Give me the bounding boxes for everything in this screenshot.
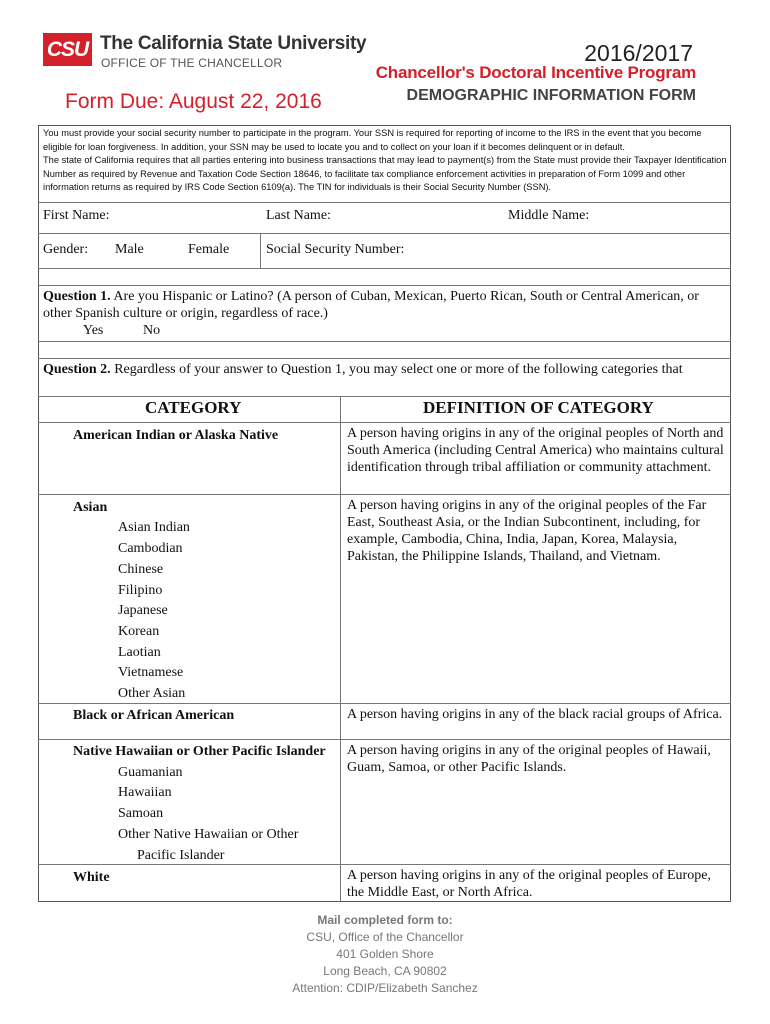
due-date: Form Due: August 22, 2016 [65,90,322,113]
divider [38,422,731,423]
subcategory-korean[interactable]: Korean [118,624,160,639]
academic-year: 2016/2017 [584,40,693,66]
definition-asian: A person having origins in any of the original peoples of the Far East, Southeast Asia, or the Indian Subcontinent, including, for example, Cambodia, China, India, Japan, Korea, Malaysia, Pakistan, the Philippine Islands, Thailand, and Vietnam. [347,498,707,564]
form-title: DEMOGRAPHIC INFORMATION FORM [406,87,696,104]
divider [38,285,731,286]
divider [38,739,731,740]
subcategory-filipino[interactable]: Filipino [118,583,163,598]
divider [38,202,731,203]
program-name: Chancellor's Doctoral Incentive Program [375,63,696,82]
mailing-address [0,912,770,997]
office-name: OFFICE OF THE CHANCELLOR [101,56,283,70]
divider [340,396,341,901]
question-1-yes-option[interactable]: Yes [83,323,104,338]
subcategory-laotian[interactable]: Laotian [118,645,161,660]
definition-column-header: DEFINITION OF CATEGORY [423,398,654,417]
category-native-hawaiian[interactable]: Native Hawaiian or Other Pacific Islander [73,744,326,759]
mailing-title: Mail completed form to: [317,913,453,927]
subcategory-other-native-hawaiian[interactable]: Other Native Hawaiian or Other [118,827,299,842]
subcategory-chinese[interactable]: Chinese [118,562,164,577]
question-1 [43,288,727,322]
divider [38,233,731,234]
subcategory-cambodian[interactable]: Cambodian [118,541,183,556]
subcategory-samoan[interactable]: Samoan [118,806,164,821]
mailing-line-4: Attention: CDIP/Elizabeth Sanchez [292,981,478,995]
subcategory-other-asian[interactable]: Other Asian [118,686,186,701]
subcategory-asian-indian[interactable]: Asian Indian [118,520,190,535]
divider [38,396,731,397]
gender-female-option[interactable]: Female [188,242,230,257]
question-1-text: Are you Hispanic or Latino? (A person of Cuban, Mexican, Puerto Rican, South or Central American, or other Spanish culture or origin, regardless of race.) [43,289,699,321]
divider [38,341,731,342]
gender-label: Gender: [43,242,89,257]
middle-name-field[interactable]: Middle Name: [508,208,590,223]
definition-native-hawaiian: A person having origins in any of the original peoples of Hawaii, Guam, Samoa, or other Pacific Islands. [347,743,711,775]
mailing-line-1: CSU, Office of the Chancellor [306,930,464,944]
divider [38,268,731,269]
divider [38,358,731,359]
csu-logo: CSU [43,33,92,66]
subcategory-hawaiian[interactable]: Hawaiian [118,785,172,800]
question-2 [43,361,727,378]
divider [38,703,731,704]
category-american-indian[interactable]: American Indian or Alaska Native [73,428,279,443]
question-2-label: Question 2. [43,362,111,377]
subcategory-guamanian[interactable]: Guamanian [118,765,183,780]
subcategory-pacific-islander: Pacific Islander [137,848,225,863]
question-1-label: Question 1. [43,289,111,304]
first-name-field[interactable]: First Name: [43,208,110,223]
category-asian[interactable]: Asian [73,500,108,515]
definition-american-indian: A person having origins in any of the original peoples of North and South America (including Central America) who maintains cultural identification through tribal affiliation or community attachment. [347,426,724,475]
category-column-header: CATEGORY [145,398,242,417]
subcategory-vietnamese[interactable]: Vietnamese [118,665,184,680]
ssn-notice [43,127,727,195]
university-name: The California State University [100,33,367,54]
notice-paragraph-2: The state of California requires that all parties entering into business transactions that may lead to payment(s) from the State must provide their Taxpayer Identification Number as required by Revenue and Taxation Code Section 18646, to facilitate tax compliance enforcement activities in preparation of Form 1099 and other information returns as required by IRS Code Section 6109(a). The TIN for individuals is their Social Security Number (SSN). [43,155,727,192]
divider [38,494,731,495]
divider [38,864,731,865]
definition-white: A person having origins in any of the original peoples of Europe, the Middle East, or North Africa. [347,868,711,900]
subcategory-japanese[interactable]: Japanese [118,603,168,618]
mailing-line-3: Long Beach, CA 90802 [323,964,447,978]
last-name-field[interactable]: Last Name: [266,208,331,223]
question-1-no-option[interactable]: No [143,323,161,338]
ssn-field[interactable]: Social Security Number: [266,242,405,257]
mailing-line-2: 401 Golden Shore [336,947,434,961]
notice-paragraph-1: You must provide your social security number to participate in the program. Your SSN is required for reporting of income to the IRS in the event that you become eligible for loan forgiveness. In addition, your SSN may be used to locate you and to collect on your loan if it becomes delinquent or in default. [43,128,702,152]
gender-male-option[interactable]: Male [115,242,144,257]
category-black[interactable]: Black or African American [73,708,235,723]
category-white[interactable]: White [73,870,110,885]
question-2-text: Regardless of your answer to Question 1, you may select one or more of the following categories that [110,362,683,377]
definition-black: A person having origins in any of the black racial groups of Africa. [347,707,723,722]
divider [260,233,261,268]
